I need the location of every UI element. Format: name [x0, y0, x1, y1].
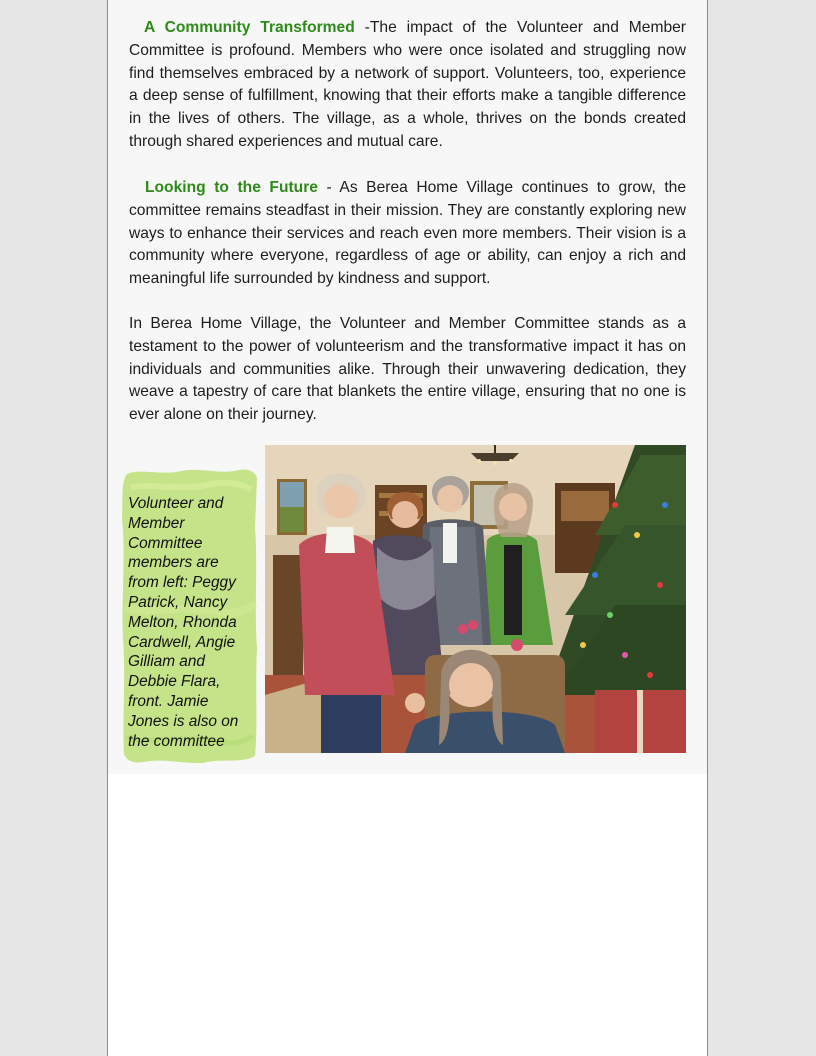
heading-community-transformed: A Community Transformed [144, 19, 355, 36]
committee-photo-illustration [265, 445, 686, 753]
clasped-hands [405, 693, 425, 713]
separator: - [317, 179, 340, 196]
paragraph-body: The impact of the Volunteer and Member Committee is profound. Members who were once isolated and struggling now find themselves embraced by a network of support. Volunteers, too, experience a deep sense of fulfillment, knowing that their efforts make a tangible difference in the lives of others. The village, as a whole, thrives on the bonds created through shared experiences and mutual care. [129, 19, 686, 150]
committee-photo [265, 445, 686, 753]
closing-paragraph: In Berea Home Village, the Volunteer and Member Committee stands as a testament to the power of volunteerism and the transformative impact it has on individuals and communities alike. Through their unwavering dedication, they weave a tapestry of care that blankets the entire village, ensuring that no one is ever alone on their journey. [129, 315, 686, 424]
landscape-painting [277, 479, 307, 535]
paragraph-body: As Berea Home Village continues to grow, the committee remains steadfast in their mission. They are constantly exploring new ways to enhance their services and reach even more members. Their vision is a community where everyone, regardless of age or ability, can enjoy a rich and meaningful life surrounded by kindness and support. [129, 179, 687, 288]
heading-looking-to-future: Looking to the Future [145, 179, 318, 196]
separator: - [354, 19, 370, 36]
paragraph-community-transformed [129, 17, 686, 154]
document-page [107, 0, 708, 1056]
photo-caption: Volunteer and Member Committee members are from left: Peggy Patrick, Nancy Melton, Rhonda Cardwell, Angie Gilliam and Debbie Flara, front. Jamie Jones is also on the committee [128, 495, 239, 750]
paragraph-looking-to-future [129, 177, 686, 291]
